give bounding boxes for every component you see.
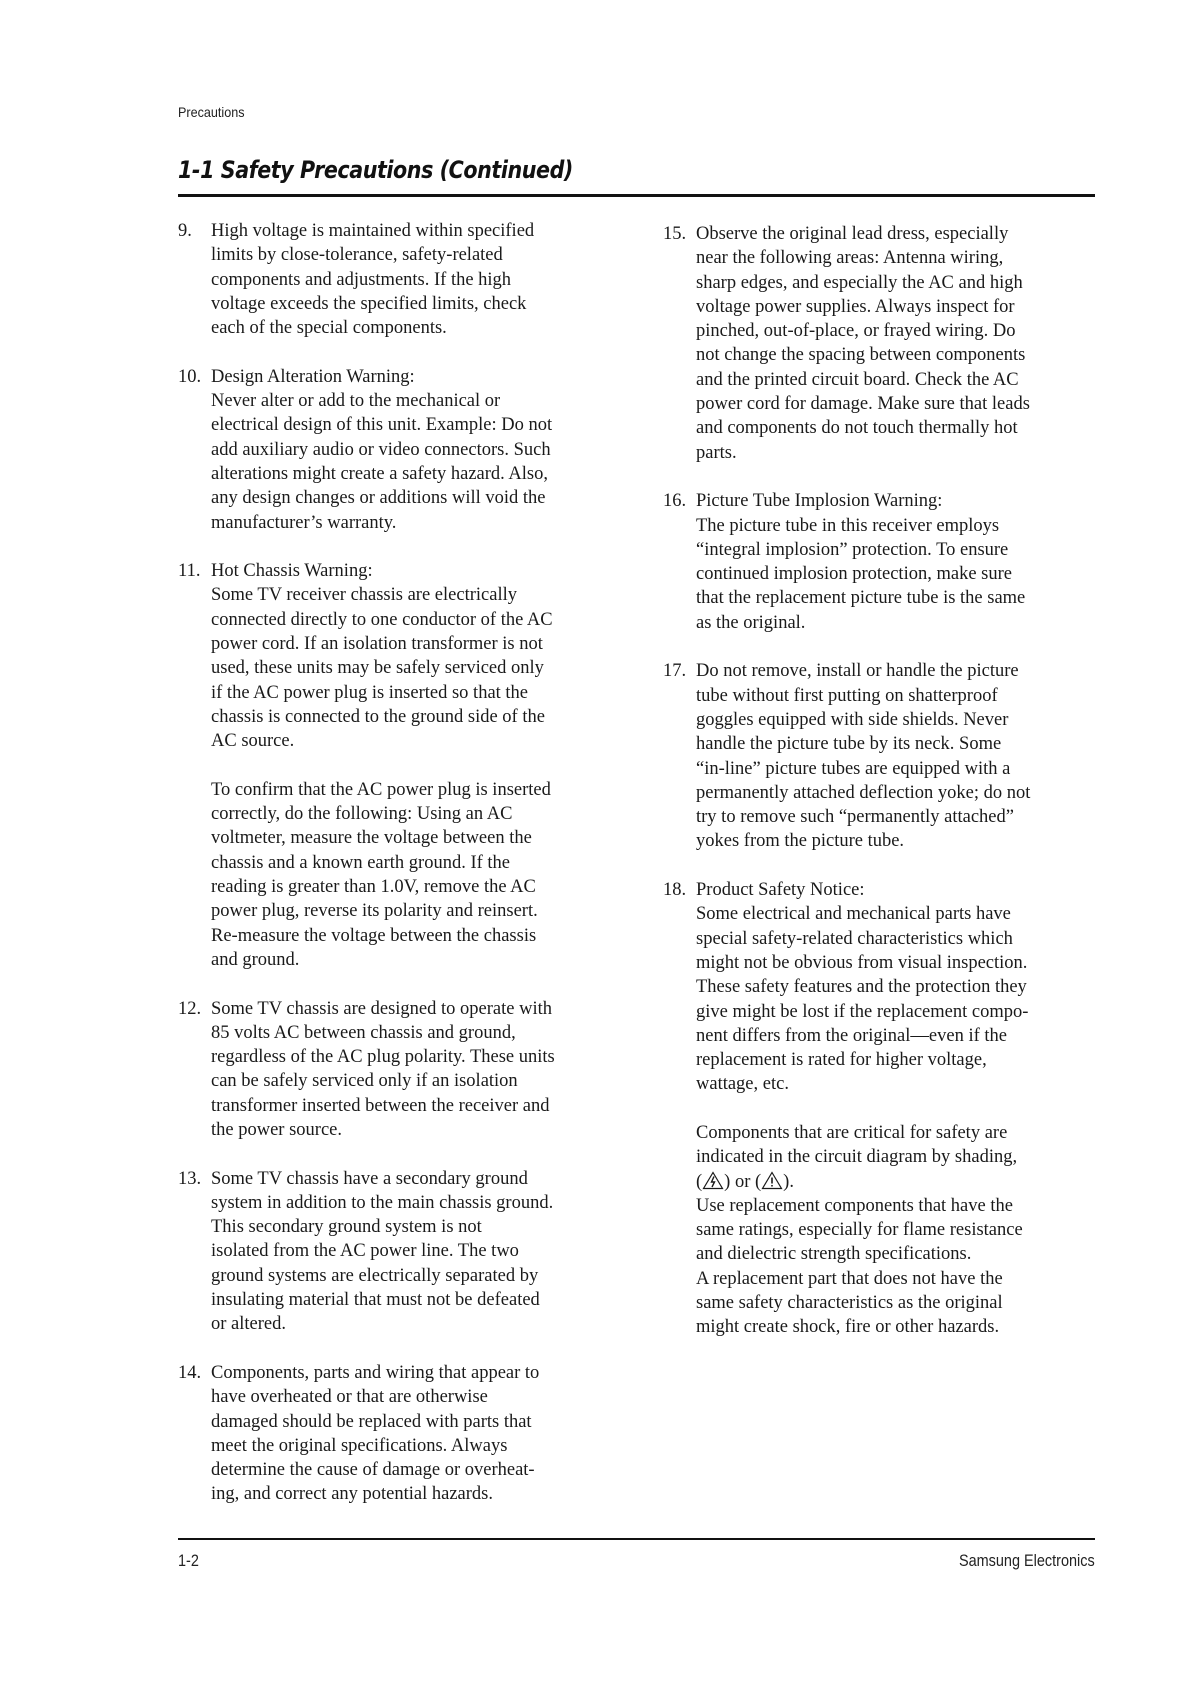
footer-company: Samsung Electronics: [959, 1551, 1095, 1570]
item-number: 16.: [663, 491, 687, 512]
list-item-18: [663, 878, 1103, 1340]
item-text: Components, parts and wiring that appear to have overheated or that are otherwise damaged should be replaced with parts that meet the original specifications. Always determine the cause of damage or overheat- ing, and correct any potential hazards.: [211, 1362, 540, 1505]
symbol-separator: ) or (: [724, 1171, 762, 1192]
header-rule: [178, 194, 1095, 197]
right-column: [663, 222, 1103, 1364]
safety-shading-intro: Components that are critical for safety are indicated in the circuit diagram by shading,: [696, 1122, 1018, 1168]
running-header: Precautions: [178, 104, 245, 120]
replacement-hazard-note: A replacement part that does not have the same safety characteristics as the original might create shock, fire or other hazards.: [696, 1268, 1003, 1338]
item-text: Hot Chassis Warning: Some TV receiver chassis are electrically connected directly to one conductor of the AC power cord. If an isolation transformer is not used, these units may be safely serviced only if the AC power plug is inserted so that the chassis is connected to the ground side of the AC source.: [211, 561, 553, 752]
item-number: 15.: [663, 224, 687, 244]
item-number: 13.: [178, 1168, 202, 1189]
symbol-close-paren: ).: [783, 1171, 794, 1192]
caution-triangle-icon: [761, 1171, 783, 1190]
item-text: Picture Tube Implosion Warning: The picture tube in this receiver employs “integral implosion” protection. To ensure continued implosion protection, make sure that the replacement picture tube is the same as the original.: [696, 491, 1026, 633]
item-number: 10.: [178, 366, 202, 387]
item-number: 9.: [178, 221, 192, 241]
list-item-13: [178, 1167, 618, 1337]
list-item-9: [178, 219, 618, 340]
high-voltage-warning-icon: [702, 1171, 724, 1190]
list-item-15: [663, 222, 1103, 465]
replacement-ratings-note: Use replacement components that have the same ratings, especially for flame resistance and dielectric strength specifications.: [696, 1195, 1023, 1265]
item-number: 17.: [663, 661, 687, 682]
item-text: Product Safety Notice: Some electrical and mechanical parts have special safety-related characteristics which might not be obvious from visual inspection. These safety features and the protection they give might be lost if the replacement compo- nent differs from the original—even if the replacement is rated for higher voltage, wattage, etc.: [696, 880, 1029, 1095]
list-item-16: [663, 489, 1103, 635]
item-number: 18.: [663, 880, 687, 901]
page-title: 1-1 Safety Precautions (Continued): [178, 156, 573, 184]
list-item-10: [178, 365, 618, 535]
page-number: 1-2: [178, 1551, 199, 1570]
item-text: Design Alteration Warning: Never alter or add to the mechanical or electrical design of this unit. Example: Do not add auxiliary audio or video connectors. Such alterations might create a safety hazard. Also, any design changes or additions will void the manufacturer’s warranty.: [211, 366, 553, 533]
footer-rule: [178, 1538, 1095, 1540]
list-item-12: [178, 997, 618, 1143]
item-text-continued: To confirm that the AC power plug is inserted correctly, do the following: Using an AC voltmeter, measure the voltage between the chassis and a known earth ground. If the reading is greater than 1.0V, remove the AC power plug, reverse its polarity and reinsert. Re-measure the voltage between the chassis and ground.: [211, 779, 551, 970]
item-text: Some TV chassis have a secondary ground system in addition to the main chassis ground. This secondary ground system is not isolated from the AC power line. The two ground systems are electrically separated by insulating material that must not be defeated or altered.: [211, 1168, 554, 1335]
item-text: Some TV chassis are designed to operate with 85 volts AC between chassis and ground, regardless of the AC plug polarity. These units can be safely serviced only if an isolation transformer inserted between the receiver and the power source.: [211, 998, 555, 1140]
item-number: 14.: [178, 1362, 202, 1383]
item-number: 11.: [178, 561, 201, 582]
list-item-14: [178, 1361, 618, 1507]
left-column: [178, 219, 618, 1531]
list-item-17: [663, 659, 1103, 853]
item-text: High voltage is maintained within specified limits by close-tolerance, safety-related components and adjustments. If the high voltage exceeds the specified limits, check each of the special components.: [211, 221, 535, 339]
list-item-11: [178, 559, 618, 972]
item-number: 12.: [178, 998, 202, 1019]
safety-shading-note: [696, 1121, 1103, 1194]
symbol-open-paren: (: [696, 1171, 703, 1192]
item-text: Do not remove, install or handle the picture tube without first putting on shatterproof goggles equipped with side shields. Never handle the picture tube by its neck. Some “in-line” picture tubes are equipped with a permanently attached deflection yoke; do not try to remove such “permanently attached” yokes from the picture tube.: [696, 661, 1031, 852]
item-text: Observe the original lead dress, especially near the following areas: Antenna wiring, sharp edges, and especially the AC and high voltage power supplies. Always inspect for pinched, out-of-place, or frayed wiring. Do not change the spacing between components and the printed circuit board. Check the AC power cord for damage. Make sure that leads and components do not touch thermally hot parts.: [696, 224, 1030, 463]
